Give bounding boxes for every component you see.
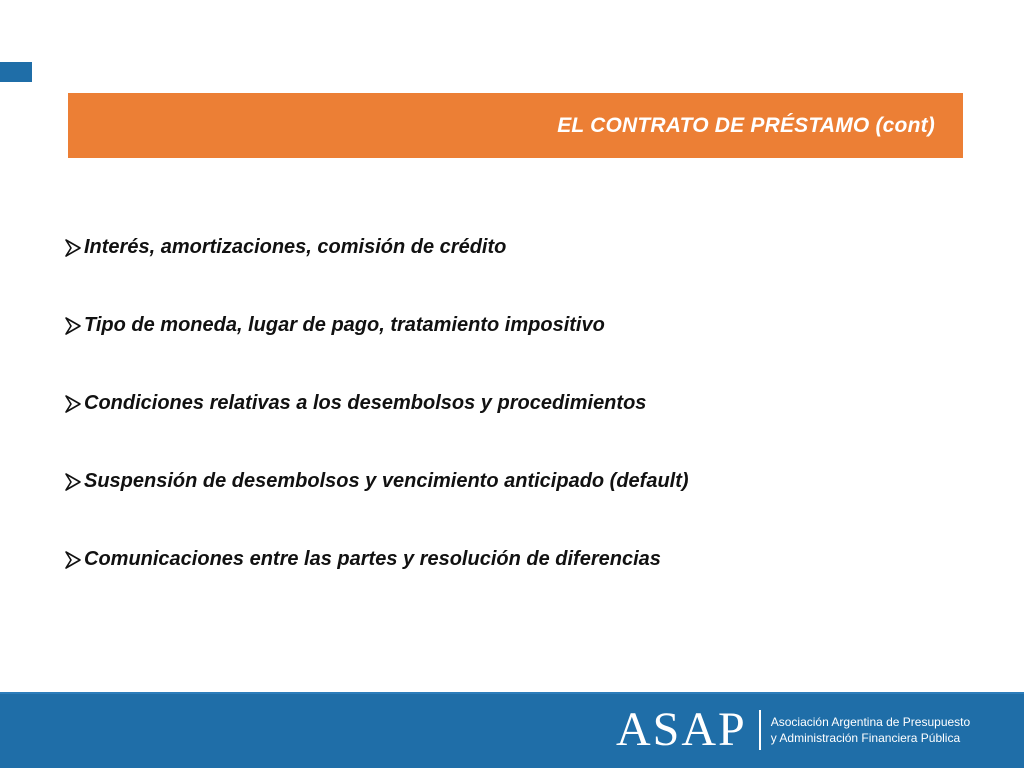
arrow-bullet-icon xyxy=(64,237,82,259)
bullet-text: Tipo de moneda, lugar de pago, tratamiento impositivo xyxy=(84,314,605,336)
list-item xyxy=(64,314,689,392)
list-item xyxy=(64,548,689,626)
list-item xyxy=(64,236,689,314)
arrow-bullet-icon xyxy=(64,549,82,571)
logo-divider xyxy=(759,710,761,750)
bullet-text: Interés, amortizaciones, comisión de crédito xyxy=(84,236,507,258)
bullet-text: Suspensión de desembolsos y vencimiento anticipado (default) xyxy=(84,470,689,492)
arrow-bullet-icon xyxy=(64,393,82,415)
org-name-line1: Asociación Argentina de Presupuesto xyxy=(770,715,971,729)
corner-accent xyxy=(0,62,32,82)
arrow-bullet-icon xyxy=(64,471,82,493)
bullet-list xyxy=(64,236,689,626)
logo-mark: ASAP xyxy=(616,703,747,756)
title-banner xyxy=(68,93,963,158)
org-name xyxy=(771,714,970,746)
arrow-bullet-icon xyxy=(64,315,82,337)
footer-bar xyxy=(0,692,1024,768)
footer-divider-line xyxy=(0,692,1024,694)
list-item xyxy=(64,392,689,470)
org-name-line2: y Administración Financiera Pública xyxy=(770,731,961,745)
list-item xyxy=(64,470,689,548)
bullet-text: Comunicaciones entre las partes y resolución de diferencias xyxy=(84,548,661,570)
slide-title: EL CONTRATO DE PRÉSTAMO (cont) xyxy=(557,113,935,137)
asap-logo xyxy=(616,702,970,758)
bullet-text: Condiciones relativas a los desembolsos y procedimientos xyxy=(84,392,647,414)
